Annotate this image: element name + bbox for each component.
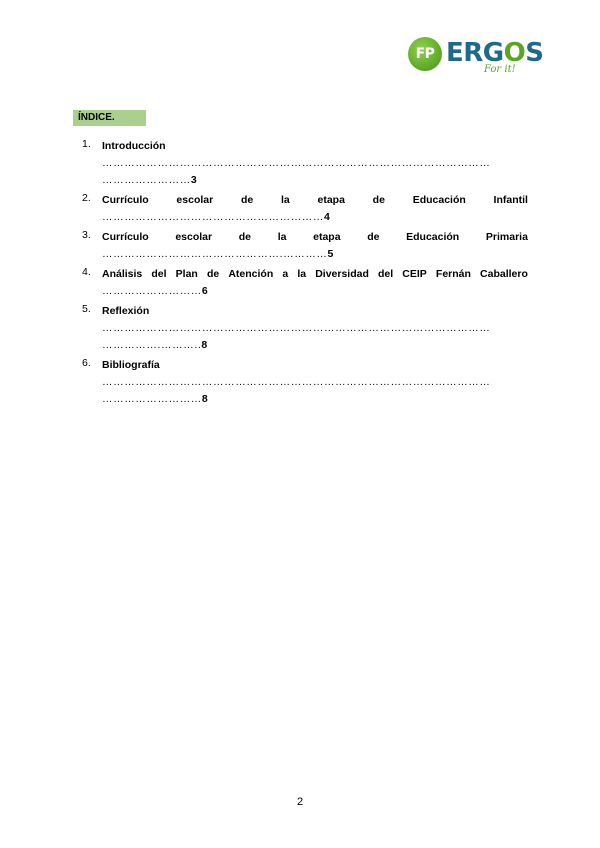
toc-entry-page: 8 <box>201 393 208 405</box>
toc-leader: ……………………… <box>102 393 202 405</box>
toc-entry-title-word: Análisis <box>102 268 143 280</box>
toc-leader: ………………………………………….………… <box>102 248 328 260</box>
page-number: 2 <box>296 796 304 808</box>
toc-entry-page: 4 <box>324 211 330 223</box>
toc-entry-number: 2. <box>82 192 91 204</box>
toc-entry-title-word: CEIP <box>402 268 427 280</box>
brand-tagline: For it! <box>484 64 516 75</box>
toc-entry <box>82 229 528 263</box>
toc-entry <box>82 138 528 189</box>
toc-entry-title-word: Diversidad <box>315 268 369 280</box>
toc-entry <box>82 303 528 354</box>
toc-entry-title-word: Plan <box>175 268 198 280</box>
toc-entry-title: Bibliografía <box>102 359 160 371</box>
toc-entry-title-word: de <box>206 268 220 280</box>
table-of-contents <box>82 138 528 411</box>
toc-entry-title-word: Infantil <box>493 194 528 206</box>
toc-leader: …………………………………………………………………………………………… <box>102 157 491 169</box>
toc-entry-title-word: Fernán <box>435 268 471 280</box>
toc-entry-title-word: Educación <box>412 194 466 206</box>
index-heading: ÍNDICE. <box>73 110 146 126</box>
toc-entry-title-word: escolar <box>176 194 214 206</box>
toc-entry-page: 8 <box>201 339 208 351</box>
toc-entry-title-word: de <box>372 194 385 206</box>
toc-entry-title-word: del <box>378 268 394 280</box>
toc-leader: …………….……….. <box>102 339 202 351</box>
toc-entry-title-word: escolar <box>175 231 213 243</box>
fp-badge: FP <box>408 37 442 71</box>
toc-entry-title-word: de <box>367 231 380 243</box>
toc-entry <box>82 192 528 226</box>
toc-entry-title-word: Caballero <box>480 268 528 280</box>
toc-entry-page: 5 <box>327 248 334 260</box>
toc-entry-title-word: a <box>282 268 289 280</box>
toc-entry-page: 6 <box>201 285 208 297</box>
toc-entry <box>82 266 528 300</box>
toc-entry <box>82 357 528 408</box>
toc-entry-title-word: Educación <box>406 231 460 243</box>
toc-entry-number: 6. <box>82 357 91 369</box>
toc-entry-title-word: etapa <box>313 231 341 243</box>
toc-leader: …………………… <box>102 174 191 186</box>
toc-entry-title: Introducción <box>102 140 166 152</box>
toc-entry-number: 5. <box>82 303 91 315</box>
toc-leader: …………………………………………………………………………………………… <box>102 322 491 334</box>
toc-entry-title-word: de <box>240 194 254 206</box>
toc-entry-title-word: Currículo <box>102 194 149 206</box>
toc-entry-title-word: de <box>238 231 252 243</box>
toc-entry-title-word: del <box>151 268 167 280</box>
toc-leader: …………………………………………………… <box>102 211 324 223</box>
toc-entry-number: 3. <box>82 229 91 241</box>
toc-entry-title-word: Atención <box>228 268 274 280</box>
toc-entry-title: Reflexión <box>102 305 150 317</box>
toc-entry-title-word: la <box>297 268 307 280</box>
toc-entry-title-word: la <box>277 231 287 243</box>
brand-name: ERGOS <box>446 38 544 68</box>
toc-entry-title-word: la <box>280 194 290 206</box>
ergos-logo <box>408 36 544 80</box>
toc-entry-number: 4. <box>82 266 91 278</box>
toc-entry-page: 3 <box>190 174 197 186</box>
toc-leader: ……………………… <box>102 285 202 297</box>
toc-entry-title-word: Primaria <box>485 231 528 243</box>
toc-entry-number: 1. <box>82 138 91 150</box>
toc-entry-title-word: Currículo <box>102 231 149 243</box>
toc-leader: …………………………………………………………………………………………… <box>102 376 491 388</box>
toc-entry-title-word: etapa <box>317 194 345 206</box>
